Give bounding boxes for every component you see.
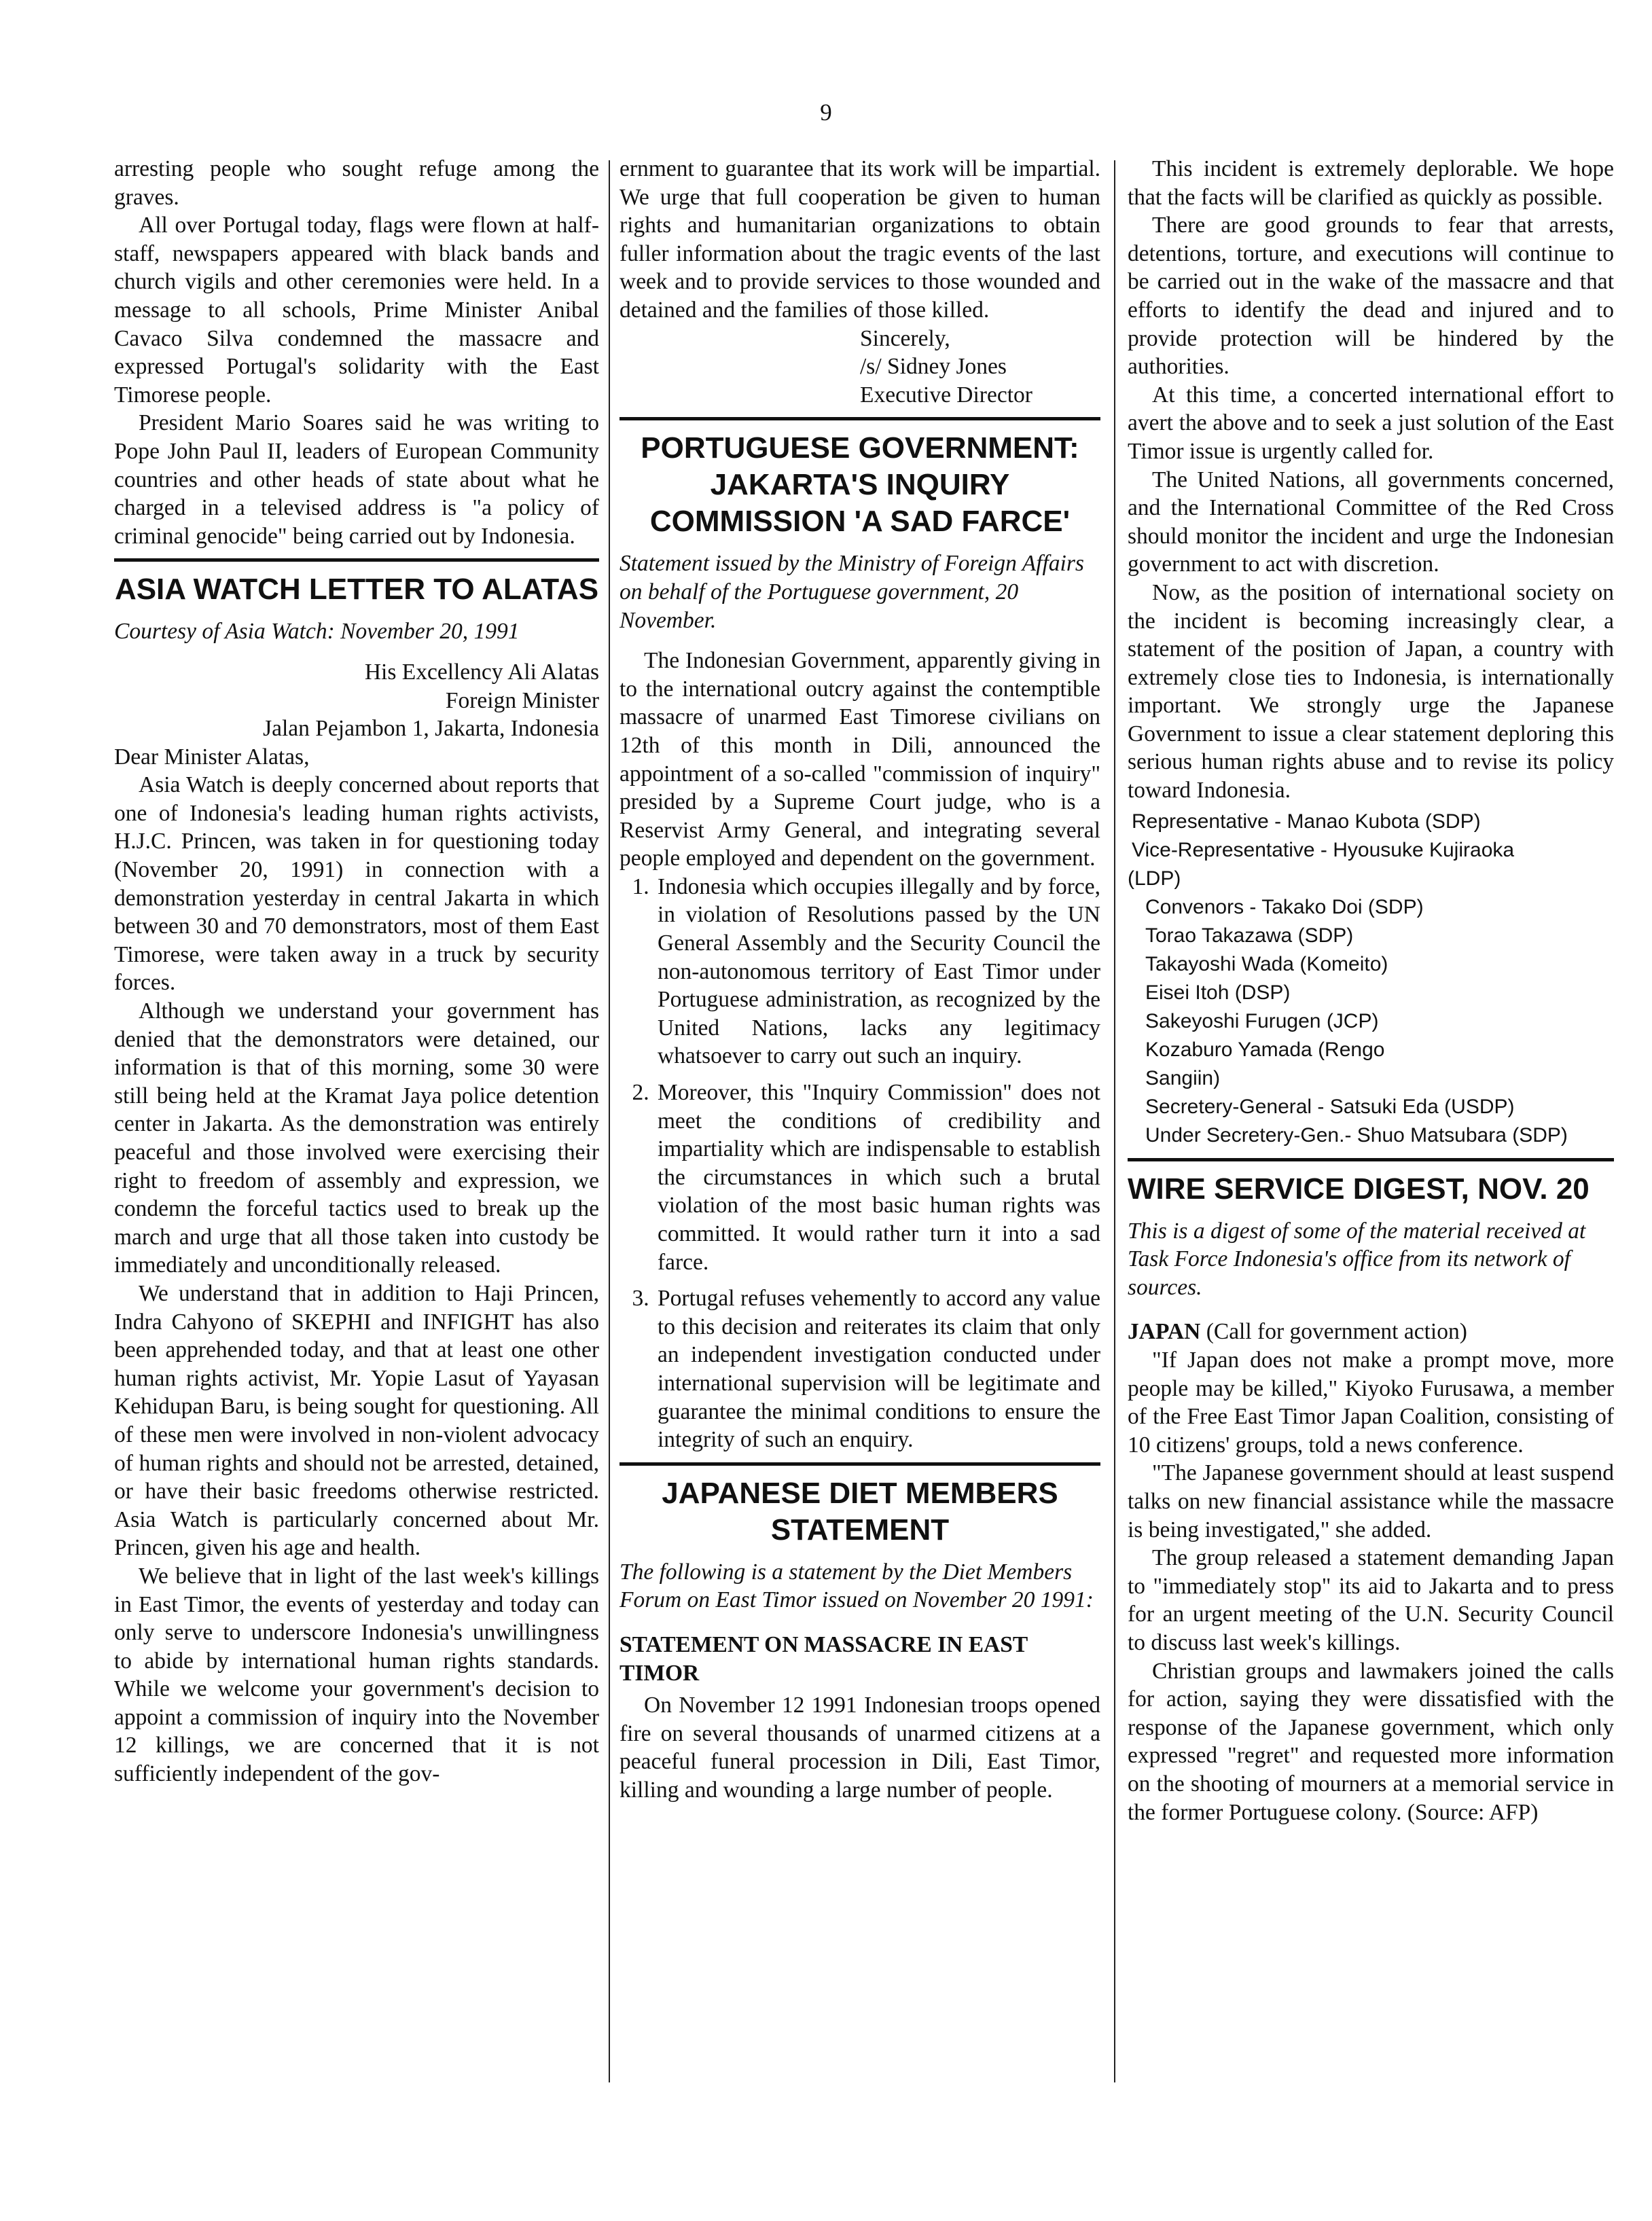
section-rule [114,558,599,562]
portugal-headline: PORTUGUESE GOVERNMENT: JAKARTA'S INQUIRY COMMISSION 'A SAD FARCE' [641,431,1079,539]
signoff-line: Executive Director [860,382,1032,408]
letter-paragraph: Asia Watch is deeply concerned about reports that one of Indonesia's leading human rights activists, H.J.C. Princen, was taken in for questioning today (November 20, 1991) in connection with a demonstration yesterday in central Jakarta in which between 30 and 70 demonstrators, most of them East Timorese, were taken away in a truck by security forces. [114,772,599,996]
wire-deck: This is a digest of some of the material received at Task Force Indonesia's office from its network of sources. [1128,1218,1586,1300]
signatory: Sakeyoshi Furugen (JCP) [1145,1009,1379,1032]
section-rule [620,1462,1100,1466]
signatory: Takayoshi Wada (Komeito) [1145,952,1388,975]
signatory: Vice-Representative - Hyousuke Kujiraoka [1132,838,1515,861]
column-2 [620,155,1100,2063]
signatory: Representative - Manao Kubota (SDP) [1132,810,1481,833]
list-item: 3. Portugal refuses vehemently to accord any value to this decision and reiterates its claim that only an independent investigation conducted under international supervision will be legitimate and guarantee the minimal conditions to ensure the integrity of such an enquiry. [655,1284,1100,1454]
body-paragraph: There are good grounds to fear that arrests, detentions, torture, and executions will continue to be carried out in the wake of the massacre and that efforts to identify the dead and injured and to provide protection will be hindered by the authorities. [1128,213,1614,380]
column-divider [609,160,610,2082]
diet-headline: JAPANESE DIET MEMBERS STATEMENT [662,1476,1058,1547]
wire-kicker-country: JAPAN [1128,1319,1201,1345]
signatory: (LDP) [1128,867,1181,890]
body-paragraph: arresting people who sought refuge among the graves. [114,156,599,210]
body-paragraph: "The Japanese government should at least suspend talks on new financial assistance while the massacre is being investigated," she added. [1128,1460,1614,1542]
column-1 [114,155,599,2104]
signatory: Kozaburo Yamada (Rengo [1145,1038,1385,1061]
body-paragraph: The group released a statement demanding Japan to "immediately stop" its aid to Jakarta and to press for an urgent meeting of the U.N. Security Council to discuss last week's killings. [1128,1545,1614,1655]
signatory: Eisei Itoh (DSP) [1145,981,1291,1004]
diet-deck: The following is a statement by the Diet Members Forum on East Timor issued on November 20 1991: [620,1559,1094,1613]
wire-headline: WIRE SERVICE DIGEST, NOV. 20 [1128,1172,1590,1206]
section-rule [620,417,1100,420]
salutation: Dear Minister Alatas, [114,744,310,770]
list-item: 2. Moreover, this "Inquiry Commission" does not meet the conditions of credibility and impartiality which are indispensable to establish the circumstances in which such a brutal violation of the most basic human rights was committed. It would rather turn it into a sad farce. [655,1079,1100,1276]
letter-paragraph: We believe that in light of the last week's killings in East Timor, the events of yesterday and today can only serve to underscore Indonesia's unwillingness to abide by international human rights standards. While we welcome your government's decision to appoint a commission of inquiry into the November 12 killings, we are concerned that it is not sufficiently independent of the gov- [114,1563,599,1787]
column-3 [1128,155,1614,2104]
body-paragraph: At this time, a concerted international effort to avert the above and to seek a just solution of the East Timor issue is urgently called for. [1128,382,1614,464]
page-number: 9 [820,99,832,126]
numbered-list [620,873,1100,1454]
list-item: 1. Indonesia which occupies illegally and by force, in violation of Resolutions passed by the UN General Assembly and the Security Council the non-autonomous territory of East Timor under Portuguese administration, as recognized by the United Nations, lacks any legitimacy whatsoever to carry out such an inquiry. [655,873,1100,1070]
wire-kicker-topic: (Call for government action) [1206,1319,1467,1345]
addressee-line: His Excellency Ali Alatas [364,659,599,685]
diet-subhead: STATEMENT ON MASSACRE IN EAST TIMOR [620,1631,1028,1686]
asia-watch-courtesy: Courtesy of Asia Watch: November 20, 1991 [114,619,520,645]
letter-paragraph: ernment to guarantee that its work will be impartial. We urge that full cooperation be given to human rights and humanitarian organizations to obtain fuller information about the tragic events of the last week and to provide services to those wounded and detained and the families of those killed. [620,156,1100,323]
signatory: Sangiin) [1145,1066,1221,1089]
letter-paragraph: We understand that in addition to Haji Princen, Indra Cahyono of SKEPHI and INFIGHT has also been apprehended today, and that at least one other human rights activist, Mr. Yopie Lasut of Yayasan Kehidupan Baru, is being sought for questioning. All of these men were involved in non-violent advocacy of human rights and should not be arrested, detained, or have their basic freedoms otherwise restricted. Asia Watch is particularly concerned about Mr. Princen, given his age and health. [114,1280,599,1561]
addressee-line: Jalan Pejambon 1, Jakarta, Indonesia [263,716,599,742]
wire-kicker [1128,1318,1614,1346]
section-rule [1128,1158,1614,1161]
portugal-deck: Statement issued by the Ministry of Foreign Affairs on behalf of the Portuguese government, 20 November. [620,551,1084,633]
signatory: Under Secretery-Gen.- Shuo Matsubara (SDP) [1145,1123,1568,1146]
body-paragraph: Christian groups and lawmakers joined the calls for action, saying they were dissatisfied with the response of the Japanese government, which only expressed "regret" and requested more information on the shooting of mourners at a memorial service in the former Portuguese colony. (Source: AFP) [1128,1658,1614,1825]
signatory: Secretery-General - Satsuki Eda (USDP) [1145,1095,1515,1118]
body-paragraph: President Mario Soares said he was writing to Pope John Paul II, leaders of European Community countries and other heads of state about what he charged in a televised address is "a policy of criminal genocide" being carried out by Indonesia. [114,410,599,549]
body-paragraph: On November 12 1991 Indonesian troops opened fire on several thousands of unarmed citizens at a peaceful funeral procession in Dili, East Timor, killing and wounding a large number of people. [620,1693,1100,1803]
signatory-list [1128,808,1614,1150]
body-paragraph: The United Nations, all governments concerned, and the International Committee of the Red Cross should monitor the incident and urge the Indonesian government to act with discretion. [1128,467,1614,577]
body-paragraph: All over Portugal today, flags were flown at half-staff, newspapers appeared with black bands and church vigils and other ceremonies were held. In a message to all schools, Prime Minister Anibal Cavaco Silva condemned the massacre and expressed Portugal's solidarity with the East Timorese people. [114,213,599,408]
body-paragraph: "If Japan does not make a prompt move, more people may be killed," Kiyoko Furusawa, a member of the Free East Timor Japan Coalition, consisting of 10 citizens' groups, told a news conference. [1128,1348,1614,1458]
signoff-line: Sincerely, [860,325,950,351]
letter-paragraph: Although we understand your government has denied that the demonstrators were detained, our information is that of this morning, some 30 were still being held at the Kramat Jaya police detention center in Jakarta. As the demonstration was entirely peaceful and those involved were exercising their right to freedom of assembly and expression, we condemn the forceful tactics used to break up the march and urge that all those taken into custody be immediately and unconditionally released. [114,998,599,1278]
addressee-line: Foreign Minister [445,687,599,713]
signatory: Convenors - Takako Doi (SDP) [1145,895,1424,918]
body-paragraph: This incident is extremely deplorable. We hope that the facts will be clarified as quickly as possible. [1128,156,1614,210]
body-paragraph: Now, as the position of international society on the incident is becoming increasingly clear, a statement of the position of Japan, a country with extremely close ties to Indonesia, is internationally important. We strongly urge the Japanese Government to issue a clear statement deploring this serious human rights abuse and to revise its policy toward Indonesia. [1128,579,1614,803]
signoff-line: /s/ Sidney Jones [860,354,1007,380]
asia-watch-headline: ASIA WATCH LETTER TO ALATAS [114,573,599,607]
signatory: Torao Takazawa (SDP) [1145,924,1354,947]
column-divider [1114,160,1115,2082]
body-paragraph: The Indonesian Government, apparently giving in to the international outcry against the contemptible massacre of unarmed East Timorese civilians on 12th of this month in Dili, announced the appointment of a so-called "commission of inquiry" presided by a Supreme Court judge, who is a Reservist Army General, and integrating several people employed and dependent on the government. [620,648,1100,871]
